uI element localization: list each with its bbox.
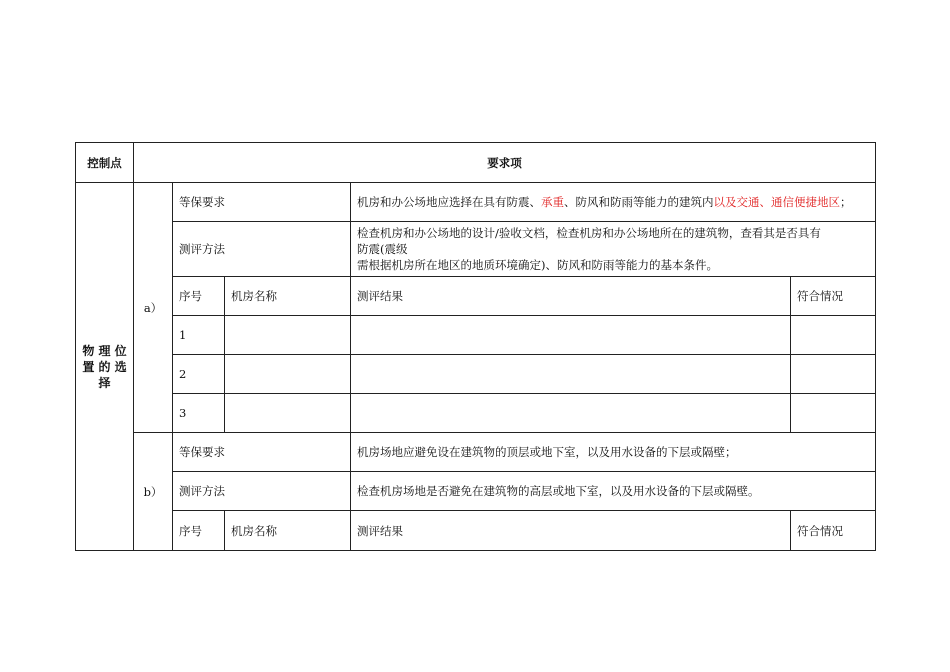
item-b-label: b） (134, 433, 173, 551)
item-b-col-name: 机房名称 (225, 511, 351, 551)
control-point-line-1: 物 理 位 (82, 343, 127, 358)
item-b-col-result: 测评结果 (351, 511, 791, 551)
requirement-table (75, 142, 876, 551)
item-a-col-result: 测评结果 (351, 277, 791, 316)
item-b-method-label: 测评方法 (173, 472, 351, 511)
item-a-label: a） (134, 183, 173, 433)
header-control-point: 控制点 (76, 143, 134, 183)
item-a-col-no: 序号 (173, 277, 225, 316)
control-point-line-2: 置 的 选 (82, 359, 127, 374)
item-a-row-result-cell[interactable] (351, 355, 791, 394)
header-requirement: 要求项 (134, 143, 876, 183)
item-b-col-no: 序号 (173, 511, 225, 551)
item-b-req-label: 等保要求 (173, 433, 351, 472)
item-a-req-text: 机房和办公场地应选择在具有防震、承重、防风和防雨等能力的建筑内以及交通、通信便捷地区； (351, 183, 876, 222)
item-a-row-conform-cell[interactable] (791, 316, 876, 355)
item-a-row-name-cell[interactable] (225, 316, 351, 355)
item-a-row-no: 3 (173, 394, 225, 433)
item-a-row-conform-cell[interactable] (791, 355, 876, 394)
item-a-col-conform: 符合情况 (791, 277, 876, 316)
item-a-row-conform-cell[interactable] (791, 394, 876, 433)
item-a-row-name-cell[interactable] (225, 355, 351, 394)
item-a-row-no: 2 (173, 355, 225, 394)
item-b-req-text: 机房场地应避免设在建筑物的顶层或地下室，以及用水设备的下层或隔壁； (351, 433, 876, 472)
item-a-method-text: 检查机房和办公场地的设计/验收文档，检查机房和办公场地所在的建筑物，查看其是否具有 防震(震级 需根据机房所在地区的地质环境确定)、防风和防雨等能力的基本条件。 (351, 222, 876, 277)
control-point-cell (76, 183, 134, 551)
item-a-row-name-cell[interactable] (225, 394, 351, 433)
item-b-col-conform: 符合情况 (791, 511, 876, 551)
item-a-col-name: 机房名称 (225, 277, 351, 316)
control-point-line-3: 择 (98, 375, 111, 390)
item-a-row-no: 1 (173, 316, 225, 355)
item-a-row-result-cell[interactable] (351, 394, 791, 433)
item-a-method-label: 测评方法 (173, 222, 351, 277)
item-b-method-text: 检查机房场地是否避免在建筑物的高层或地下室，以及用水设备的下层或隔壁。 (351, 472, 876, 511)
item-a-row-result-cell[interactable] (351, 316, 791, 355)
item-a-req-label: 等保要求 (173, 183, 351, 222)
